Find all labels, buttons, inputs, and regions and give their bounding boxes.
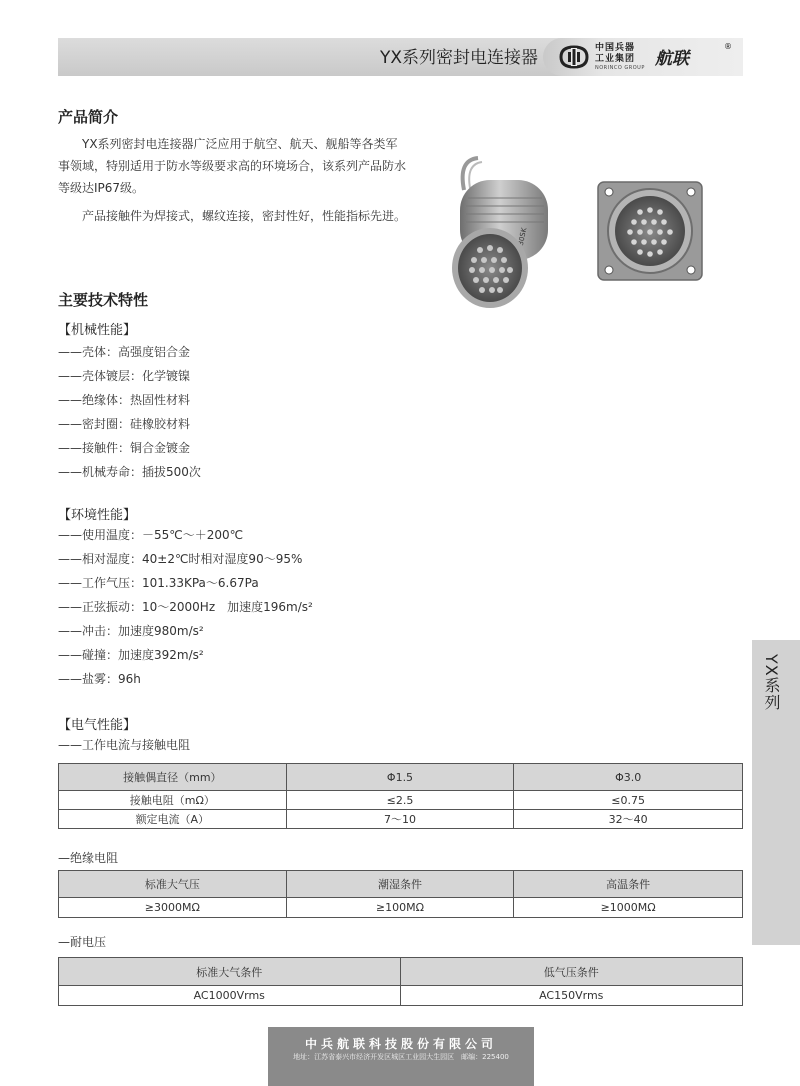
table-cell: Φ3.0	[514, 764, 743, 791]
page-header	[58, 38, 743, 76]
electrical-subtitle: ——工作电流与接触电阻	[58, 738, 191, 752]
contact-table	[58, 763, 743, 829]
list-item: ——相对湿度：40±2℃时相对湿度90～95%	[58, 552, 303, 566]
list-item: ——盐雾：96h	[58, 672, 141, 686]
list-item: ——正弦振动：10～2000Hz 加速度196m/s²	[58, 600, 313, 614]
list-item: ——碰撞：加速度392m/s²	[58, 648, 204, 662]
footer-company-name: 中兵航联科技股份有限公司	[304, 1037, 497, 1051]
logo-chinese-text: 中国兵器 工业集团	[595, 43, 636, 64]
withstand-table	[58, 957, 743, 1006]
table-cell: ≥100MΩ	[286, 898, 514, 918]
table-cell: ≤2.5	[286, 791, 514, 810]
electrical-title: 【电气性能】	[58, 718, 137, 733]
mechanical-list	[58, 340, 201, 484]
page-title: YX系列密封电连接器	[379, 48, 538, 68]
intro-paragraph-1: YX系列密封电连接器广泛应用于航空、航天、舰船等各类军事领域，特别适用于防水等级要求高的环境场合，该系列产品防水等级达IP67级。	[58, 137, 407, 195]
list-item: ——冲击：加速度980m/s²	[58, 624, 204, 638]
table-cell: 标准大气条件	[59, 958, 401, 986]
list-item: ——密封圈：硅橡胶材料	[58, 417, 191, 431]
table-cell: AC150Vrms	[400, 986, 743, 1006]
list-item: ——绝缘体：热固性材料	[58, 393, 191, 407]
table-cell: ≥3000MΩ	[59, 898, 287, 918]
list-item: ——接触件：铜合金镀金	[58, 441, 191, 455]
list-item: ——使用温度：－55℃～＋200℃	[58, 528, 244, 542]
table-cell: 32～40	[514, 810, 743, 829]
table-cell: Φ1.5	[286, 764, 514, 791]
intro-paragraph-2: 产品接触件为焊接式，螺纹连接，密封性好，性能指标先进。	[58, 209, 407, 223]
page-footer	[268, 1027, 534, 1086]
logo-english-text: NORINCO GROUP	[595, 65, 645, 71]
table-cell: 低气压条件	[400, 958, 743, 986]
table-cell: 标准大气压	[59, 871, 287, 898]
table-cell: 高温条件	[514, 871, 743, 898]
list-item: ——机械寿命：插拔500次	[58, 465, 201, 479]
footer-address: 地址：江苏省泰兴市经济开发区城区工业园大生园区 邮编：225400	[293, 1053, 509, 1061]
list-item: ——壳体：高强度铝合金	[58, 345, 191, 359]
table-cell: 潮湿条件	[286, 871, 514, 898]
intro-title: 产品简介	[58, 108, 119, 126]
logo-brand-name: 航联	[655, 49, 689, 69]
list-item: ——工作气压：101.33KPa～6.67Pa	[58, 576, 259, 590]
norinco-emblem-icon	[557, 44, 591, 70]
series-side-tab-label: YX系列	[762, 654, 781, 711]
withstand-title: —耐电压	[58, 935, 107, 949]
mechanical-title: 【机械性能】	[58, 323, 137, 338]
tech-title: 主要技术特性	[58, 291, 149, 309]
table-cell: 7～10	[286, 810, 514, 829]
product-photo	[438, 150, 728, 320]
table-cell: 额定电流（A）	[59, 810, 287, 829]
series-side-tab	[752, 640, 800, 945]
table-cell: AC1000Vrms	[59, 986, 401, 1006]
company-logo	[543, 38, 743, 76]
list-item: ——壳体镀层：化学镀镍	[58, 369, 191, 383]
environment-list	[58, 523, 313, 691]
environment-title: 【环境性能】	[58, 508, 137, 523]
table-cell: ≤0.75	[514, 791, 743, 810]
table-cell: ≥1000MΩ	[514, 898, 743, 918]
insulation-table	[58, 870, 743, 918]
registered-mark: ®	[724, 42, 732, 51]
insulation-title: —绝缘电阻	[58, 851, 119, 865]
table-cell: 接触电阻（mΩ）	[59, 791, 287, 810]
table-cell: 接触偶直径（mm）	[59, 764, 287, 791]
